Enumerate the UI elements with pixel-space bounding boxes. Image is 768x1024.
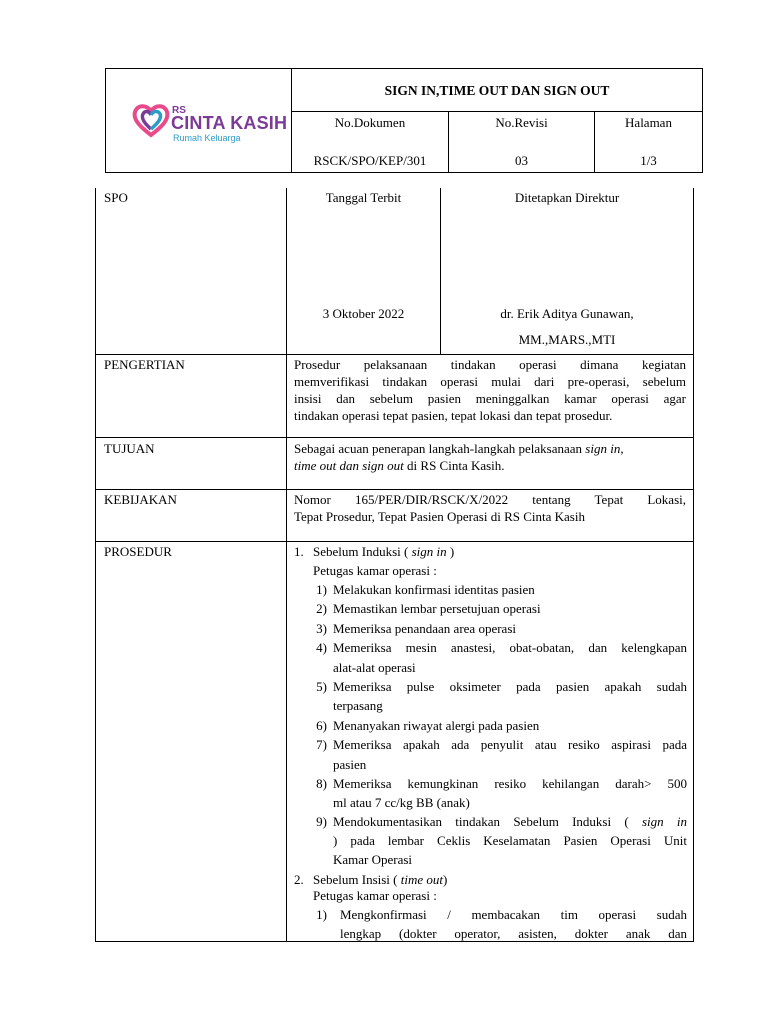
section-1-subtitle: Petugas kamar operasi : (313, 563, 437, 578)
item-9-line-2: ) pada lembar Ceklis Keselamatan Pasien Operasi Unit (333, 833, 687, 848)
tanggal-terbit-value: 3 Oktober 2022 (322, 306, 405, 321)
item-line: Memeriksa mesin anastesi, obat-obatan, dan kelengkapan (333, 640, 687, 656)
no-revisi-value: 03 (515, 153, 528, 168)
pengertian-label: PENGERTIAN (104, 357, 185, 372)
section-1-number: 1. (294, 544, 304, 559)
tujuan-text: di RS Cinta Kasih. (403, 458, 505, 473)
item-line: Memeriksa penandaan area operasi (333, 620, 516, 636)
pengertian-line: tindakan operasi tepat pasien, tepat lokasi dan tepat prosedur. (294, 408, 613, 423)
tujuan-label: TUJUAN (104, 441, 155, 456)
logo-subtitle-text: Rumah Keluarga (173, 133, 241, 143)
section-2-title (313, 872, 447, 888)
prosedur-label: PROSEDUR (104, 544, 172, 559)
section-1-text: Sebelum Induksi ( (313, 544, 412, 559)
item-line: terpasang (333, 698, 383, 714)
ditetapkan-label: Ditetapkan Direktur (514, 190, 620, 205)
tujuan-emphasis: time out dan sign out (294, 458, 404, 473)
pengertian-line: Prosedur pelaksanaan tindakan operasi dimana kegiatan (294, 357, 686, 372)
heart-logo-icon (131, 102, 171, 138)
section-2-text: ) (443, 872, 448, 887)
item-line: pasien (333, 756, 367, 772)
item-9-text: Mendokumentasikan tindakan Sebelum Induksi ( (333, 814, 642, 829)
item-line: Menanyakan riwayat alergi pada pasien (333, 717, 540, 733)
item-number: 2) (316, 601, 327, 617)
item-number: 1) (316, 582, 327, 597)
section-2-emphasis: time out (400, 872, 443, 887)
item-number: 5) (316, 679, 327, 694)
section-2-subtitle: Petugas kamar operasi : (313, 888, 437, 903)
item-line: alat-alat operasi (333, 659, 416, 675)
document-title: SIGN IN,TIME OUT DAN SIGN OUT (384, 83, 610, 98)
section-1-emphasis: sign in (411, 544, 447, 559)
section-2-item-1-line-1: Mengkonfirmasi / membacakan tim operasi sudah (340, 907, 687, 922)
tanggal-terbit-label: Tanggal Terbit (325, 190, 402, 205)
no-dokumen-label: No.Dokumen (334, 115, 406, 130)
item-line: Memeriksa kemungkinan resiko kehilangan darah> 500 (333, 776, 687, 791)
halaman-value: 1/3 (640, 153, 657, 168)
item-line: Memeriksa pulse oksimeter pada pasien apakah sudah (333, 679, 687, 694)
item-line: ml atau 7 cc/kg BB (anak) (333, 795, 470, 811)
spo-label: SPO (104, 190, 128, 205)
section-1-title (313, 544, 454, 560)
item-9-line-1 (333, 814, 687, 830)
item-number: 7) (316, 737, 327, 753)
section-2-text: Sebelum Insisi ( (313, 872, 401, 887)
item-number: 9) (316, 814, 327, 829)
kebijakan-line: Tepat Prosedur, Tepat Pasien Operasi di RS Cinta Kasih (294, 509, 585, 524)
kebijakan-line: Nomor 165/PER/DIR/RSCK/X/2022 tentang Tepat Lokasi, (294, 492, 686, 507)
item-number: 6) (316, 717, 327, 733)
item-line: Memastikan lembar persetujuan operasi (333, 601, 541, 617)
no-revisi-label: No.Revisi (495, 115, 548, 130)
item-number: 4) (316, 640, 327, 656)
no-dokumen-value: RSCK/SPO/KEP/301 (313, 153, 427, 168)
director-name: dr. Erik Aditya Gunawan, (500, 306, 634, 321)
section-2-number: 2. (294, 872, 304, 887)
item-9-line-3: Kamar Operasi (333, 852, 413, 867)
halaman-label: Halaman (625, 115, 672, 130)
kebijakan-label: KEBIJAKAN (104, 492, 177, 507)
pengertian-line: memverifikasi tindakan operasi mulai dari pre-operasi, sebelum (294, 374, 686, 389)
tujuan-line-2 (294, 458, 505, 474)
item-9-emphasis: sign in (641, 814, 687, 829)
item-line: Melakukan konfirmasi identitas pasien (333, 582, 535, 597)
pengertian-line: insisi dan sebelum pasien meninggalkan kamar operasi agar (294, 391, 686, 406)
tujuan-text: Sebagai acuan penerapan langkah-langkah pelaksanaan (294, 441, 586, 456)
logo-rs-text: RS (172, 105, 186, 116)
tujuan-emphasis: sign in, (585, 441, 624, 456)
director-title: MM.,MARS.,MTI (518, 332, 616, 347)
item-number: 8) (316, 776, 327, 791)
section-1-text: ) (446, 544, 455, 559)
tujuan-line-1 (294, 441, 624, 457)
item-number: 3) (316, 620, 327, 636)
section-2-item-1-line-2: lengkap (dokter operator, asisten, dokter anak dan (340, 926, 687, 941)
item-number: 1) (316, 907, 327, 922)
logo-name-text: CINTA KASIH (171, 113, 288, 133)
item-line: Memeriksa apakah ada penyulit atau resiko aspirasi pada (333, 737, 687, 753)
